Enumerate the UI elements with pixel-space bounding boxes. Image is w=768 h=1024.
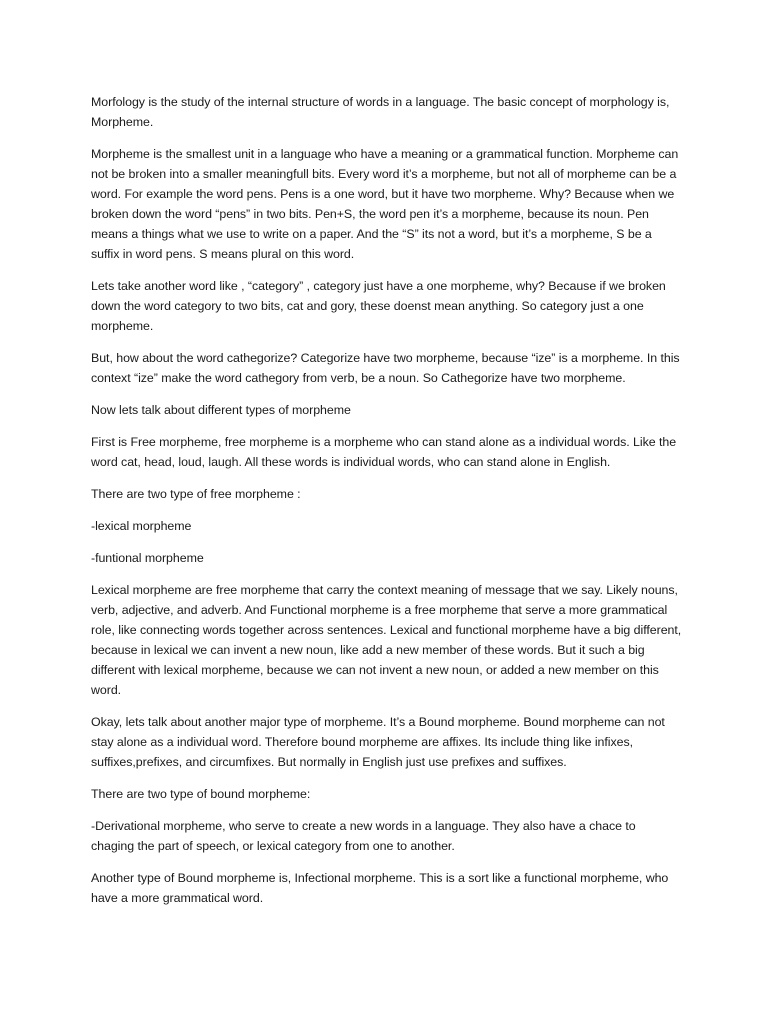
list-item-derivational: -Derivational morpheme, who serve to create a new words in a language. They also have a chace to chaging the part of speech, or lexical category from one to another. <box>91 819 636 853</box>
paragraph-intro: Morfology is the study of the internal structure of words in a language. The basic concept of morphology is, Morpheme. <box>91 95 670 129</box>
paragraph-category-example: Lets take another word like , “category” , category just have a one morpheme, why? Because if we broken down the word category to two bits, cat and gory, these doenst mean anything. So category just a one morpheme. <box>91 279 666 333</box>
paragraph-bound-morpheme: Okay, lets talk about another major type of morpheme. It’s a Bound morpheme. Bound morpheme can not stay alone as a individual word. Therefore bound morpheme are affixes. Its include thing like infixes, suffixes,prefixes, and circumfixes. But normally in English just use prefixes and suffixes. <box>91 715 665 769</box>
paragraph-lexical-functional: Lexical morpheme are free morpheme that carry the context meaning of message that we say. Likely nouns, verb, adjective, and adverb. And Functional morpheme is a free morpheme that serve a more grammatical role, like connecting words together across sentences. Lexical and functional morpheme have a big different, because in lexical we can invent a new noun, like add a new member of these words. But it such a big different with lexical morpheme, because we can not invent a new noun, or added a new member on this word. <box>91 583 682 697</box>
paragraph-categorize-example: But, how about the word cathegorize? Categorize have two morpheme, because “ize” is a morpheme. In this context “ize” make the word cathegory from verb, be a noun. So Cathegorize have two morpheme. <box>91 351 680 385</box>
paragraph-inflectional: Another type of Bound morpheme is, Infectional morpheme. This is a sort like a functional morpheme, who have a more grammatical word. <box>91 871 669 905</box>
paragraph-free-types: There are two type of free morpheme : <box>91 487 301 501</box>
paragraph-types-heading: Now lets talk about different types of morpheme <box>91 403 351 417</box>
paragraph-bound-types: There are two type of bound morpheme: <box>91 787 311 801</box>
paragraph-morpheme-definition: Morpheme is the smallest unit in a language who have a meaning or a grammatical function. Morpheme can not be broken into a smaller meaningfull bits. Every word it’s a morpheme, but not all of morpheme can be a word. For example the word pens. Pens is a one word, but it have two morpheme. Why? Because when we broken down the word “pens” in two bits. Pen+S, the word pen it’s a morpheme, because its noun. Pen means a things what we use to write on a paper. And the “S” its not a word, but it’s a morpheme, S be a suffix in word pens. S means plural on this word. <box>91 147 679 261</box>
list-item-lexical: -lexical morpheme <box>91 519 192 533</box>
list-item-functional: -funtional morpheme <box>91 551 204 565</box>
paragraph-free-morpheme: First is Free morpheme, free morpheme is a morpheme who can stand alone as a individual words. Like the word cat, head, loud, laugh. All these words is individual words, who can stand alone in English. <box>91 435 677 469</box>
